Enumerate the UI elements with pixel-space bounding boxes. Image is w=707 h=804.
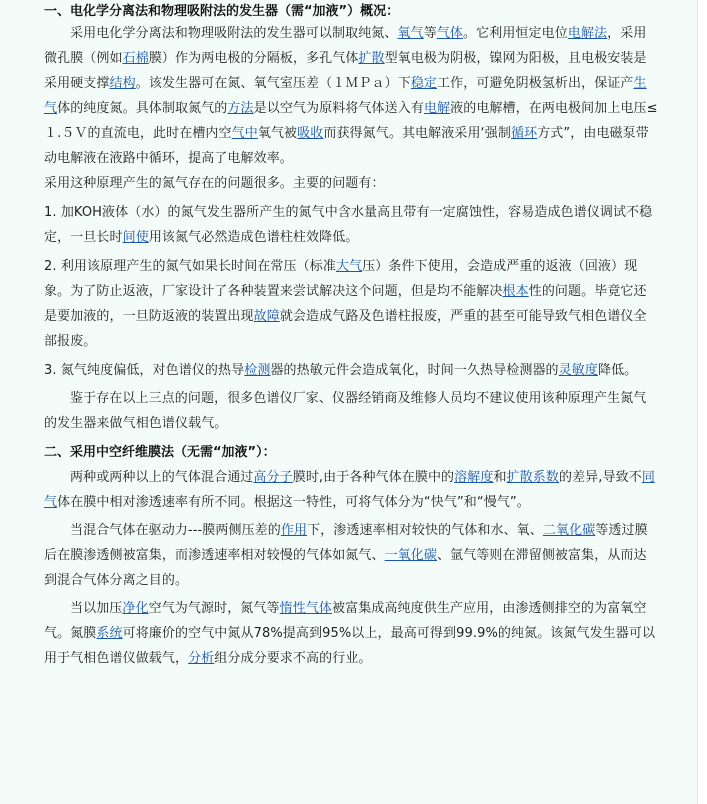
text-run: 型氧电极为阴极，镍网为阳极，且电极安装是采用硬支撑: [44, 51, 647, 91]
keyword-link[interactable]: 故障: [253, 309, 280, 324]
text-run: 、氩气等则在滞留侧被富集，从而达到混合气体分离之目的。: [44, 548, 647, 588]
section2-paragraph-2: [44, 518, 659, 593]
text-run: 下，渗透速率相对较快的气体和水、氧、: [307, 523, 543, 538]
text-run: 而获得氮气。其电解液采用‘强制: [323, 126, 511, 141]
problem-item-1: [44, 200, 659, 250]
keyword-link[interactable]: 高分子: [253, 470, 293, 485]
text-run: 膜时,由于各种气体在膜中的: [292, 470, 455, 485]
text-run: 的差异,导致不: [558, 470, 642, 485]
text-run: 氧气被: [257, 126, 298, 141]
keyword-link[interactable]: 氧气: [397, 26, 424, 41]
text-run: 用该氮气必然造成色谱柱柱效降低。: [148, 230, 359, 245]
keyword-link[interactable]: 生气: [44, 76, 647, 116]
text-run: 液的电解槽，在两电极间加上电压≤１.５Ｖ的直流电，此时在槽内空: [44, 101, 658, 141]
text-run: 性的问题。毕竟它还是要加液的，一旦防返液的装置出现: [44, 284, 647, 324]
keyword-link[interactable]: 检测: [244, 363, 271, 378]
text-run: 当混合气体在驱动力---膜两侧压差的: [70, 523, 281, 538]
keyword-link[interactable]: 循环: [511, 126, 538, 141]
section1-paragraph-1: [44, 21, 659, 171]
text-run: 可将廉价的空气中氮从78%提高到95%以上，最高可得到99.9%的纯氮。该氮气发生器可以用于气相色谱仪做载气，: [44, 626, 656, 666]
section1-paragraph-3: 鉴于存在以上三点的问题，很多色谱仪厂家、仪器经销商及维修人员均不建议使用该种原理产生氮气的发生器来做气相色谱仪载气。: [44, 391, 647, 431]
keyword-link[interactable]: 分析: [188, 651, 215, 666]
keyword-link[interactable]: 气体: [436, 26, 464, 41]
text-run: 被富集成高纯度供生产应用，由渗透侧排空的为富氧空气。氮膜: [44, 601, 647, 641]
keyword-link[interactable]: 扩散: [358, 51, 385, 66]
text-run: 当以加压: [70, 601, 123, 616]
text-run: 降低。: [597, 363, 638, 378]
section2-paragraph-3: [44, 596, 659, 671]
text-run: 膜）作为两电极的分隔板，多孔气体: [148, 51, 359, 66]
text-run: 2. 利用该原理产生的氮气如果长时间在常压（标准: [44, 259, 336, 274]
keyword-link[interactable]: 同气: [44, 470, 655, 510]
keyword-link[interactable]: 稳定: [410, 76, 438, 91]
text-run: 就会造成气路及色谱柱报废，严重的甚至可能导致气相色谱仪全部报废。: [44, 309, 647, 349]
keyword-link[interactable]: 根本: [502, 284, 529, 299]
keyword-link[interactable]: 间使: [122, 230, 149, 245]
text-run: 3. 氮气纯度偏低，对色谱仪的热导: [44, 363, 245, 378]
text-run: 采用电化学分离法和物理吸附法的发生器可以制取纯氮、: [70, 26, 398, 41]
text-run: 和: [493, 470, 507, 485]
text-run: 体的纯度氮。具体制取氮气的: [57, 101, 228, 116]
keyword-link[interactable]: 吸收: [297, 126, 324, 141]
section2-paragraph-1: [44, 465, 659, 515]
keyword-link[interactable]: 溶解度: [454, 470, 494, 485]
text-run: 方式”，由电磁泵带动电解液在液路中循环，提高了电解效率。: [44, 126, 649, 166]
keyword-link[interactable]: 一氧化碳: [384, 548, 438, 563]
problem-item-2: [44, 254, 659, 354]
keyword-link[interactable]: 气中: [231, 126, 258, 141]
section1-heading: 一、电化学分离法和物理吸附法的发生器（需“加液”）概况：: [44, 4, 400, 19]
text-run: 体在膜中相对渗透速率有所不同。根据这一特性，可将气体分为“快气”和“慢气”。: [57, 495, 530, 510]
keyword-link[interactable]: 大气: [335, 259, 363, 274]
keyword-link[interactable]: 惰性气体: [279, 601, 333, 616]
text-run: 压）条件下使用，会造成严重的返液（回液）现象。为了防止返液，厂家设计了各种装置来尝试解决这个问题，但是均不能解决: [44, 259, 638, 299]
keyword-link[interactable]: 系统: [96, 626, 123, 641]
text-run: 工作，可避免阴极氢析出，保证产: [437, 76, 634, 91]
keyword-link[interactable]: 灵敏度: [558, 363, 598, 378]
problem-item-3: [44, 358, 659, 383]
page-right-edge: [698, 0, 707, 804]
text-run: 。它利用恒定电位: [463, 26, 568, 41]
text-run: 1. 加KOH液体（水）的氮气发生器所产生的氮气中含水量高且带有一定腐蚀性，容易造成色谱仪调试不稳定，一旦长时: [44, 205, 653, 245]
text-run: ，采用微孔膜（例如: [44, 26, 647, 66]
text-run: 是以空气为原料将气体送入有: [253, 101, 424, 116]
keyword-link[interactable]: 电解法: [567, 26, 608, 41]
text-run: 。该发生器可在氮、氧气室压差（１ＭＰａ）下: [135, 76, 411, 91]
keyword-link[interactable]: 净化: [122, 601, 149, 616]
keyword-link[interactable]: 石棉: [122, 51, 149, 66]
keyword-link[interactable]: 作用: [280, 523, 308, 538]
text-run: 空气为气源时，氮气等: [148, 601, 280, 616]
keyword-link[interactable]: 扩散系数: [506, 470, 559, 485]
keyword-link[interactable]: 二氧化碳: [542, 523, 596, 538]
text-run: 两种或两种以上的气体混合通过: [70, 470, 254, 485]
text-run: 等: [423, 26, 437, 41]
text-run: 器的热敏元件会造成氧化，时间一久热导检测器的: [270, 363, 559, 378]
keyword-link[interactable]: 电解: [423, 101, 451, 116]
text-run: 等透过膜后在膜渗透侧被富集，而渗透速率相对较慢的气体如氮气、: [44, 523, 648, 563]
keyword-link[interactable]: 结构: [109, 76, 136, 91]
text-run: 组分成分要求不高的行业。: [214, 651, 372, 666]
section1-paragraph-2: 采用这种原理产生的氮气存在的问题很多。主要的问题有：: [44, 176, 385, 191]
keyword-link[interactable]: 方法: [227, 101, 254, 116]
section2-heading: 二、采用中空纤维膜法（无需“加液”）：: [44, 445, 276, 460]
